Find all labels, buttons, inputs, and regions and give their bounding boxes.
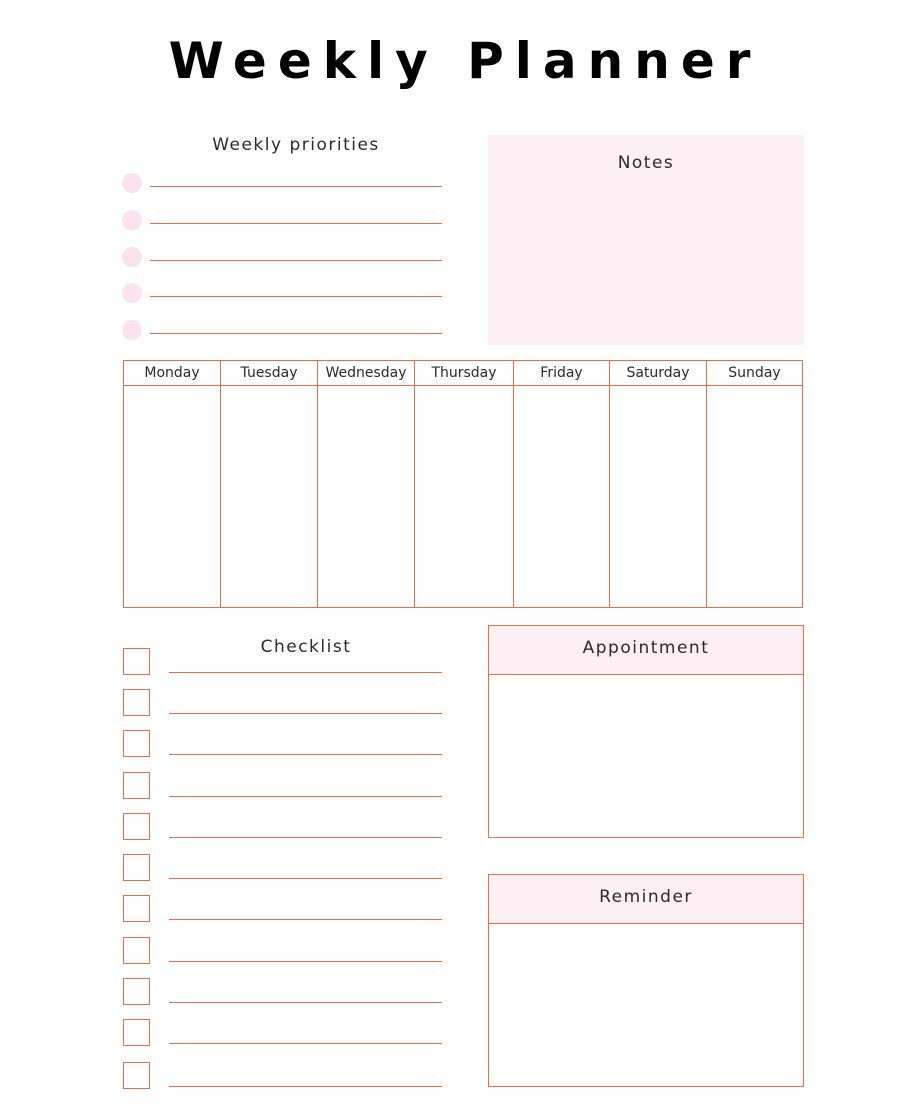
checklist-item[interactable] [123, 689, 442, 717]
priority-item[interactable] [122, 247, 442, 269]
priority-item[interactable] [122, 173, 442, 195]
checklist-item[interactable] [123, 1019, 442, 1047]
checklist-write-line[interactable] [169, 672, 442, 673]
reminder-write-area[interactable] [489, 924, 803, 1086]
checklist-item[interactable] [123, 895, 442, 923]
notes-area[interactable] [488, 135, 804, 345]
checklist-item[interactable] [123, 772, 442, 800]
priority-write-line[interactable] [150, 186, 442, 187]
day-header: Sunday [707, 361, 802, 386]
checkbox[interactable] [123, 1062, 150, 1089]
checklist-item[interactable] [123, 648, 442, 676]
checklist-item[interactable] [123, 978, 442, 1006]
priority-write-line[interactable] [150, 333, 442, 334]
priority-item[interactable] [122, 283, 442, 305]
day-header: Thursday [415, 361, 513, 386]
day-header: Wednesday [318, 361, 414, 386]
checklist-write-line[interactable] [169, 1043, 442, 1044]
checkbox[interactable] [123, 772, 150, 799]
reminder-panel [488, 874, 804, 1087]
week-schedule-table [123, 360, 803, 608]
checklist-write-line[interactable] [169, 754, 442, 755]
checkbox[interactable] [123, 689, 150, 716]
day-header: Friday [514, 361, 609, 386]
checkbox[interactable] [123, 730, 150, 757]
day-column-wednesday[interactable] [318, 361, 415, 607]
bullet-dot-icon [122, 283, 142, 303]
checkbox[interactable] [123, 813, 150, 840]
priority-write-line[interactable] [150, 296, 442, 297]
notes-heading: Notes [617, 153, 675, 173]
day-column-friday[interactable] [514, 361, 610, 607]
checklist-write-line[interactable] [169, 919, 442, 920]
priority-write-line[interactable] [150, 223, 442, 224]
checkbox[interactable] [123, 895, 150, 922]
checklist-write-line[interactable] [169, 1002, 442, 1003]
appointment-heading: Appointment [489, 626, 803, 675]
checklist-item[interactable] [123, 813, 442, 841]
appointment-write-area[interactable] [489, 675, 803, 837]
checklist-write-line[interactable] [169, 796, 442, 797]
day-column-saturday[interactable] [610, 361, 707, 607]
bullet-dot-icon [122, 210, 142, 230]
checklist-write-line[interactable] [169, 713, 442, 714]
checkbox[interactable] [123, 978, 150, 1005]
checkbox[interactable] [123, 648, 150, 675]
checklist-write-line[interactable] [169, 1086, 442, 1087]
checkbox[interactable] [123, 1019, 150, 1046]
bullet-dot-icon [122, 173, 142, 193]
day-header: Monday [124, 361, 220, 386]
priority-item[interactable] [122, 320, 442, 342]
checklist-item[interactable] [123, 854, 442, 882]
checkbox[interactable] [123, 937, 150, 964]
checklist-write-line[interactable] [169, 878, 442, 879]
checklist-write-line[interactable] [169, 961, 442, 962]
priorities-heading: Weekly priorities [212, 135, 380, 155]
checkbox[interactable] [123, 854, 150, 881]
day-header: Saturday [610, 361, 706, 386]
checklist-write-line[interactable] [169, 837, 442, 838]
appointment-panel [488, 625, 804, 838]
priority-item[interactable] [122, 210, 442, 232]
day-column-sunday[interactable] [707, 361, 802, 607]
priority-write-line[interactable] [150, 260, 442, 261]
checklist-item[interactable] [123, 937, 442, 965]
bullet-dot-icon [122, 320, 142, 340]
page-title: Weekly Planner [168, 32, 762, 90]
bullet-dot-icon [122, 247, 142, 267]
day-column-thursday[interactable] [415, 361, 514, 607]
checklist-item[interactable] [123, 1062, 442, 1090]
day-header: Tuesday [221, 361, 317, 386]
checklist-heading: Checklist [260, 637, 352, 657]
day-column-monday[interactable] [124, 361, 221, 607]
checklist-item[interactable] [123, 730, 442, 758]
day-column-tuesday[interactable] [221, 361, 318, 607]
reminder-heading: Reminder [489, 875, 803, 924]
